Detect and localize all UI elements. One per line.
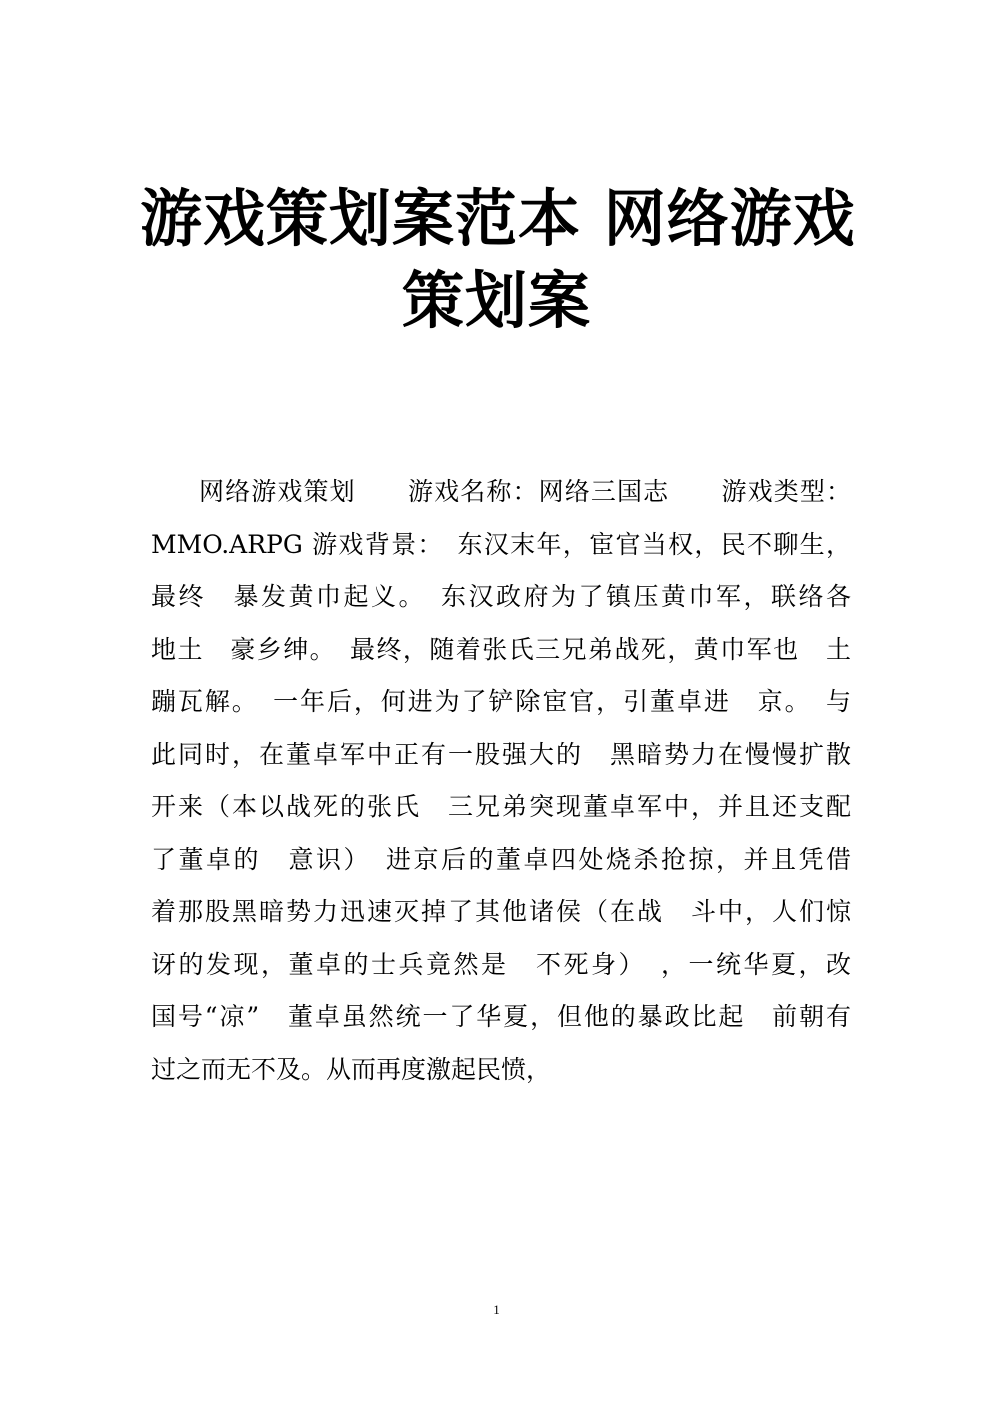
title-line: 游戏策划案范本 网络游戏 xyxy=(140,182,856,255)
body-line: 蹦瓦解。 一年后，何进为了铲除宦官，引董卓进 京。 与 xyxy=(151,687,851,716)
body-line: 最终 暴发黄巾起义。 东汉政府为了镇压黄巾军，联络各 xyxy=(151,582,851,611)
body-line: MMO.ARPG 游戏背景： 东汉末年，宦官当权，民不聊生， xyxy=(151,529,851,559)
body-line: 过之而无不及。从而再度激起民愤， xyxy=(151,1054,552,1084)
body-line: 地土 豪乡绅。 最终，随着张氏三兄弟战死，黄巾军也 土 xyxy=(151,634,851,664)
title-line: 策划案 xyxy=(401,264,591,337)
body-line: 此同时，在董卓军中正有一股强大的 黑暗势力在慢慢扩散 xyxy=(151,739,851,769)
body-paragraph xyxy=(151,466,851,1096)
body-line: 网络游戏策划 游戏名称：网络三国志 游戏类型： xyxy=(199,477,851,506)
body-line: 讶的发现，董卓的士兵竟然是 不死身） ，一统华夏，改 xyxy=(151,949,851,979)
body-line: 国号“凉” 董卓虽然统一了华夏，但他的暴政比起 前朝有 xyxy=(151,1002,851,1031)
body-line: 开来（本以战死的张氏 三兄弟突现董卓军中，并且还支配 xyxy=(151,792,851,821)
document-title xyxy=(140,178,856,342)
body-line: 了董卓的 意识） 进京后的董卓四处烧杀抢掠，并且凭借 xyxy=(151,844,851,874)
page-number: 1 xyxy=(493,1302,500,1317)
body-line: 着那股黑暗势力迅速灭掉了其他诸侯（在战 斗中，人们惊 xyxy=(151,897,851,926)
